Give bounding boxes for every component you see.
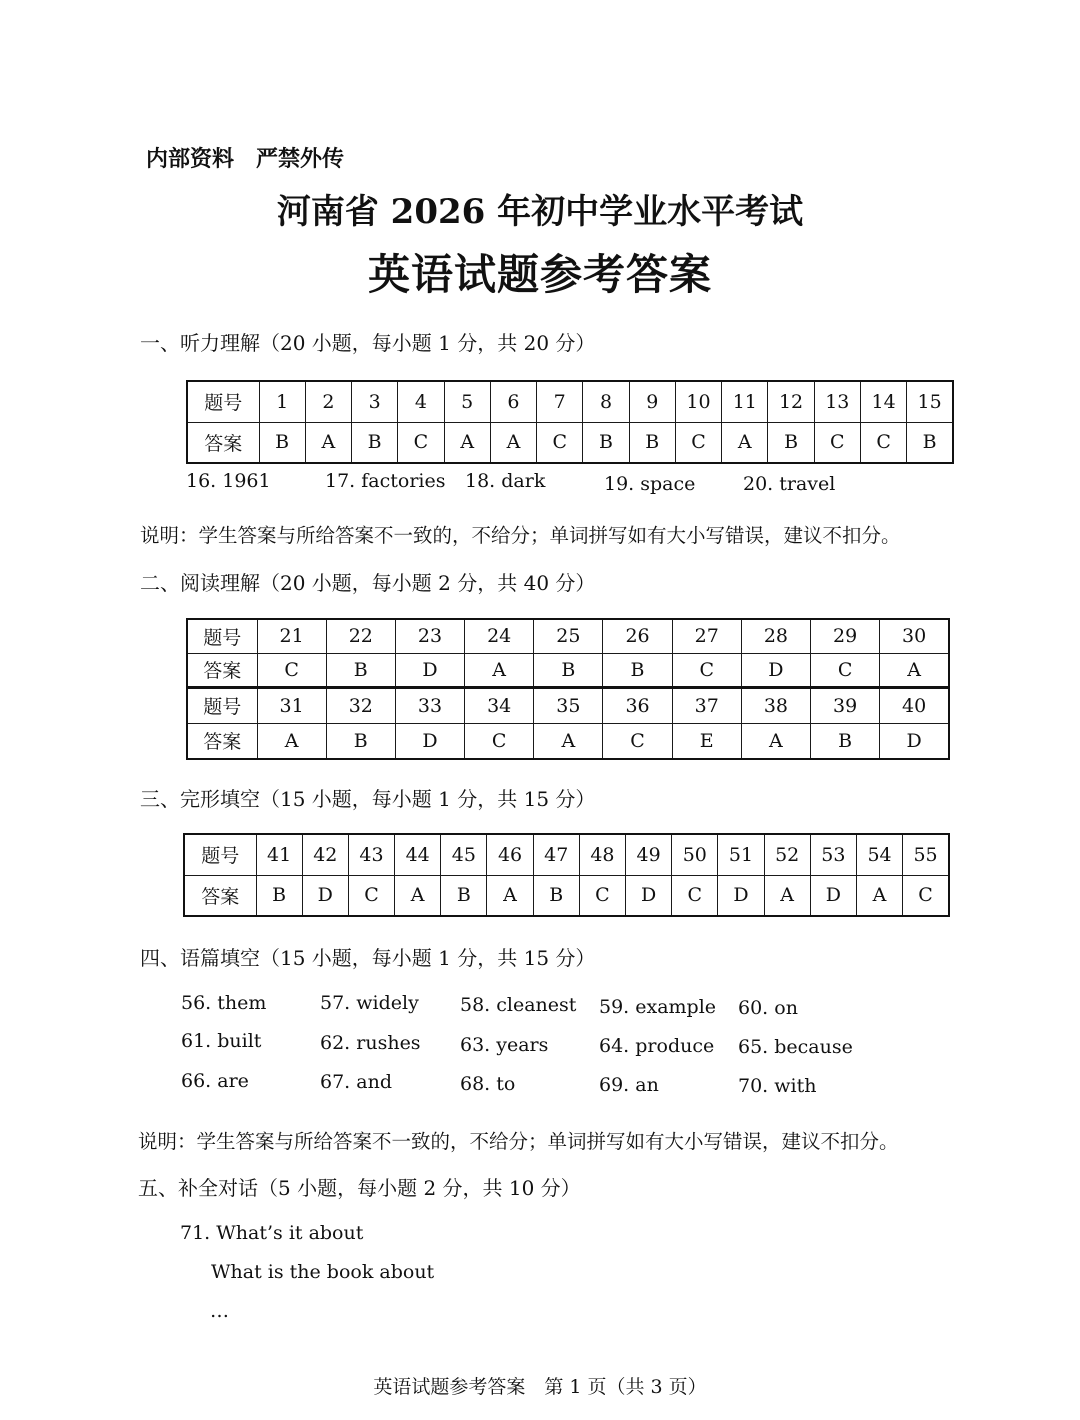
question-number-cell: 13: [814, 381, 860, 422]
dialogue-answer-71: 71. What’s it about: [180, 1222, 364, 1244]
question-number-cell: 12: [768, 381, 814, 422]
dialogue-ellipsis: …: [210, 1300, 229, 1322]
answer-cell: D: [810, 875, 856, 916]
answer-cell: A: [722, 422, 768, 463]
scoring-note-2: 说明：学生答案与所给答案不一致的，不给分；单词拼写如有大小写错误，建议不扣分。: [138, 1130, 899, 1153]
part3-heading: 三、完形填空（15 小题，每小题 1 分，共 15 分）: [140, 787, 596, 811]
answer-cell: E: [672, 723, 741, 759]
fill-answer-19: 19. space: [604, 473, 696, 495]
row-label-answer: 答案: [187, 422, 259, 463]
question-number-cell: 7: [537, 381, 583, 422]
question-number-cell: 42: [302, 834, 348, 875]
page-footer: 英语试题参考答案 第 1 页（共 3 页）: [373, 1376, 707, 1398]
question-number-cell: 3: [352, 381, 398, 422]
fill-answer-57: 57. widely: [320, 992, 419, 1014]
fill-answer-59: 59. example: [599, 996, 717, 1018]
question-number-cell: 25: [534, 619, 603, 653]
answer-cell: A: [465, 653, 534, 687]
part1-answer-table: [186, 380, 954, 464]
answer-cell: A: [395, 875, 441, 916]
question-number-cell: 44: [395, 834, 441, 875]
answer-cell: C: [579, 875, 625, 916]
answer-cell: A: [490, 422, 536, 463]
question-number-cell: 8: [583, 381, 629, 422]
answer-cell: D: [741, 653, 810, 687]
question-number-cell: 37: [672, 687, 741, 723]
answer-cell: B: [326, 653, 395, 687]
question-number-cell: 26: [603, 619, 672, 653]
answer-cell: D: [395, 723, 464, 759]
part2-heading: 二、阅读理解（20 小题，每小题 2 分，共 40 分）: [140, 571, 596, 595]
answer-cell: C: [811, 653, 880, 687]
question-number-cell: 43: [348, 834, 394, 875]
question-number-cell: 29: [811, 619, 880, 653]
answer-cell: A: [880, 653, 949, 687]
fill-answer-58: 58. cleanest: [460, 994, 577, 1016]
answer-cell: C: [603, 723, 672, 759]
table-row-answers: [187, 422, 953, 463]
answer-cell: B: [811, 723, 880, 759]
scoring-note-1: 说明：学生答案与所给答案不一致的，不给分；单词拼写如有大小写错误，建议不扣分。: [140, 524, 901, 547]
table-row-numbers: [184, 834, 949, 875]
question-number-cell: 2: [305, 381, 351, 422]
answer-cell: C: [257, 653, 326, 687]
dialogue-answer-71-alt: What is the book about: [211, 1261, 435, 1283]
answer-cell: B: [441, 875, 487, 916]
question-number-cell: 51: [718, 834, 764, 875]
question-number-cell: 35: [534, 687, 603, 723]
question-number-cell: 14: [860, 381, 906, 422]
answer-cell: C: [672, 653, 741, 687]
question-number-cell: 4: [398, 381, 444, 422]
question-number-cell: 48: [579, 834, 625, 875]
answer-cell: B: [352, 422, 398, 463]
answer-cell: B: [583, 422, 629, 463]
fill-answer-62: 62. rushes: [320, 1032, 421, 1054]
question-number-cell: 6: [490, 381, 536, 422]
question-number-cell: 30: [880, 619, 949, 653]
question-number-cell: 32: [326, 687, 395, 723]
answer-cell: A: [741, 723, 810, 759]
table-row-answers: [184, 875, 949, 916]
question-number-cell: 24: [465, 619, 534, 653]
question-number-cell: 10: [675, 381, 721, 422]
answer-cell: B: [768, 422, 814, 463]
table-row-numbers: [187, 381, 953, 422]
question-number-cell: 45: [441, 834, 487, 875]
question-number-cell: 22: [326, 619, 395, 653]
answer-cell: C: [398, 422, 444, 463]
answer-cell: A: [444, 422, 490, 463]
answer-cell: D: [302, 875, 348, 916]
answer-cell: B: [629, 422, 675, 463]
row-label-number: 题号: [184, 834, 256, 875]
row-label-number: 题号: [187, 381, 259, 422]
answer-cell: A: [487, 875, 533, 916]
row-label-number: 题号: [187, 619, 257, 653]
part3-answer-table: [183, 833, 950, 917]
answer-cell: D: [395, 653, 464, 687]
table-row-answers: [187, 723, 949, 759]
answer-cell: B: [256, 875, 302, 916]
question-number-cell: 1: [259, 381, 305, 422]
row-label-answer: 答案: [187, 653, 257, 687]
question-number-cell: 27: [672, 619, 741, 653]
question-number-cell: 5: [444, 381, 490, 422]
question-number-cell: 15: [907, 381, 953, 422]
fill-answer-20: 20. travel: [743, 473, 836, 495]
question-number-cell: 34: [465, 687, 534, 723]
question-number-cell: 21: [257, 619, 326, 653]
answer-cell: D: [880, 723, 949, 759]
question-number-cell: 41: [256, 834, 302, 875]
fill-answer-69: 69. an: [599, 1074, 659, 1096]
fill-answer-65: 65. because: [738, 1036, 853, 1058]
answer-cell: D: [626, 875, 672, 916]
part1-heading: 一、听力理解（20 小题，每小题 1 分，共 20 分）: [140, 331, 596, 355]
question-number-cell: 31: [257, 687, 326, 723]
answer-cell: D: [718, 875, 764, 916]
row-label-answer: 答案: [187, 723, 257, 759]
part4-heading: 四、语篇填空（15 小题，每小题 1 分，共 15 分）: [140, 946, 596, 970]
answer-cell: B: [533, 875, 579, 916]
fill-answer-60: 60. on: [738, 997, 798, 1019]
answer-cell: B: [603, 653, 672, 687]
table-row-numbers: [187, 687, 949, 723]
question-number-cell: 54: [856, 834, 902, 875]
question-number-cell: 23: [395, 619, 464, 653]
document-title: 英语试题参考答案: [367, 250, 712, 299]
fill-answer-70: 70. with: [738, 1075, 817, 1097]
answer-cell: C: [675, 422, 721, 463]
question-number-cell: 47: [533, 834, 579, 875]
answer-cell: C: [860, 422, 906, 463]
answer-cell: A: [257, 723, 326, 759]
fill-answer-66: 66. are: [181, 1070, 249, 1092]
question-number-cell: 40: [880, 687, 949, 723]
question-number-cell: 28: [741, 619, 810, 653]
question-number-cell: 55: [903, 834, 949, 875]
question-number-cell: 52: [764, 834, 810, 875]
question-number-cell: 9: [629, 381, 675, 422]
question-number-cell: 53: [810, 834, 856, 875]
answer-cell: B: [326, 723, 395, 759]
question-number-cell: 46: [487, 834, 533, 875]
part2-answer-table: [186, 618, 950, 760]
answer-cell: B: [534, 653, 603, 687]
answer-cell: A: [534, 723, 603, 759]
fill-answer-16: 16. 1961: [186, 470, 271, 492]
table-row-numbers: [187, 619, 949, 653]
fill-answer-17: 17. factories: [325, 470, 446, 492]
row-label-answer: 答案: [184, 875, 256, 916]
part5-heading: 五、补全对话（5 小题，每小题 2 分，共 10 分）: [138, 1176, 581, 1200]
answer-cell: C: [903, 875, 949, 916]
answer-cell: C: [814, 422, 860, 463]
question-number-cell: 11: [722, 381, 768, 422]
question-number-cell: 33: [395, 687, 464, 723]
fill-answer-63: 63. years: [460, 1034, 549, 1056]
answer-cell: A: [305, 422, 351, 463]
answer-cell: B: [259, 422, 305, 463]
question-number-cell: 39: [811, 687, 880, 723]
answer-cell: C: [348, 875, 394, 916]
row-label-number: 题号: [187, 687, 257, 723]
answer-cell: C: [537, 422, 583, 463]
confidential-label: 内部资料 严禁外传: [146, 147, 345, 172]
fill-answer-67: 67. and: [320, 1071, 392, 1093]
fill-answer-56: 56. them: [181, 992, 267, 1014]
fill-answer-61: 61. built: [181, 1030, 262, 1052]
answer-cell: C: [672, 875, 718, 916]
answer-cell: B: [907, 422, 953, 463]
question-number-cell: 50: [672, 834, 718, 875]
answer-cell: C: [465, 723, 534, 759]
fill-answer-18: 18. dark: [465, 470, 546, 492]
fill-answer-68: 68. to: [460, 1073, 516, 1095]
question-number-cell: 36: [603, 687, 672, 723]
table-row-answers: [187, 653, 949, 687]
exam-title: 河南省 2026 年初中学业水平考试: [276, 192, 804, 232]
answer-cell: A: [764, 875, 810, 916]
question-number-cell: 49: [626, 834, 672, 875]
question-number-cell: 38: [741, 687, 810, 723]
fill-answer-64: 64. produce: [599, 1035, 715, 1057]
answer-cell: A: [856, 875, 902, 916]
